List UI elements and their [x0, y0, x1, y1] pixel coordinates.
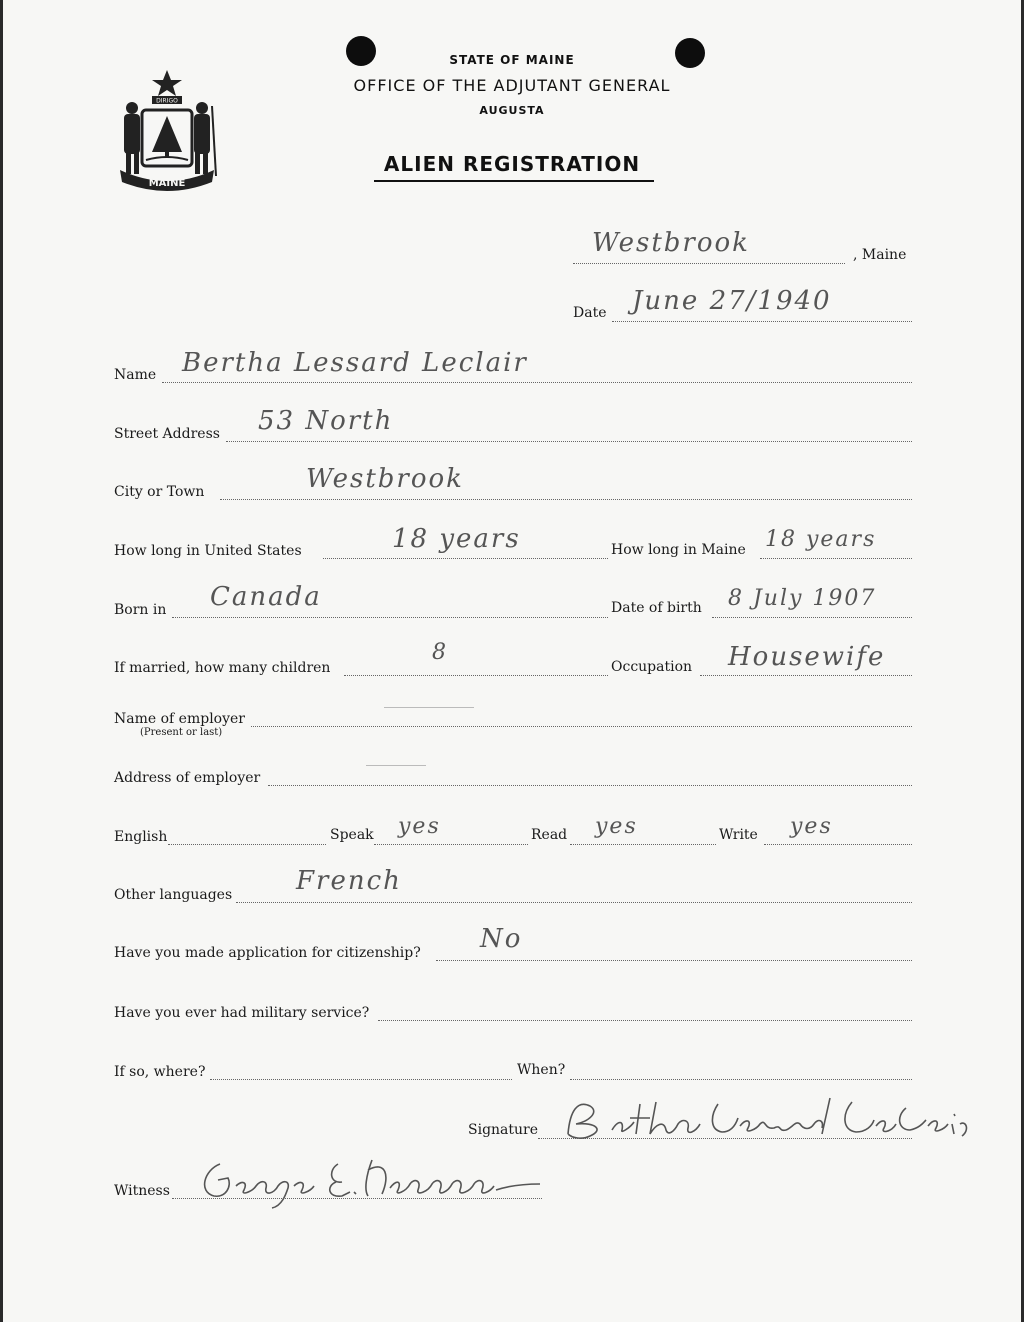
date-of-birth-value: 8 July 1907: [728, 586, 877, 611]
occupation-label: Occupation: [611, 659, 693, 675]
witness-label: Witness: [114, 1183, 170, 1199]
employer-name-label: Name of employer: [114, 711, 245, 727]
born-in-value: Canada: [210, 582, 322, 612]
read-label: Read: [531, 827, 568, 843]
speak-label: Speak: [330, 827, 374, 843]
city-value: Westbrook: [306, 464, 464, 494]
name-value: Bertha Lessard Leclair: [182, 348, 528, 378]
employer-name-dash: [384, 707, 474, 708]
signature-value: [560, 1090, 980, 1146]
born-in-label: Born in: [114, 602, 167, 618]
speak-line: [374, 844, 528, 845]
when-line: [570, 1079, 912, 1080]
write-line: [764, 844, 912, 845]
title-underline: [374, 180, 654, 182]
street-address-line: [226, 441, 912, 442]
english-label: English: [114, 829, 168, 845]
read-value: yes: [595, 814, 638, 839]
street-address-value: 53 North: [258, 406, 394, 436]
children-label: If married, how many children: [114, 660, 331, 676]
english-line: [168, 844, 326, 845]
employer-address-label: Address of employer: [114, 770, 261, 786]
speak-value: yes: [398, 814, 441, 839]
location-value: Westbrook: [592, 228, 750, 258]
citizenship-value: No: [480, 924, 523, 954]
date-label: Date: [573, 305, 607, 321]
write-label: Write: [719, 827, 758, 843]
header-state: STATE OF MAINE: [449, 53, 575, 67]
location-line: [573, 263, 845, 264]
citizenship-line: [436, 960, 912, 961]
signature-label: Signature: [468, 1122, 539, 1138]
header-office: OFFICE OF THE ADJUTANT GENERAL: [353, 76, 671, 95]
write-value: yes: [790, 814, 833, 839]
occupation-line: [700, 675, 912, 676]
read-line: [570, 844, 716, 845]
employer-address-line: [268, 785, 912, 786]
witness-value: [190, 1150, 550, 1210]
how-long-us-line: [323, 558, 608, 559]
how-long-maine-line: [760, 558, 912, 559]
street-address-label: Street Address: [114, 426, 220, 442]
date-line: [612, 321, 912, 322]
other-languages-label: Other languages: [114, 887, 233, 903]
form-title: ALIEN REGISTRATION: [383, 152, 641, 176]
how-long-maine-value: 18 years: [765, 527, 877, 552]
date-of-birth-label: Date of birth: [611, 600, 702, 616]
citizenship-label: Have you made application for citizenship?: [114, 945, 421, 961]
city-line: [220, 499, 912, 500]
employer-name-line: [251, 726, 912, 727]
svg-text:DIRIGO: DIRIGO: [156, 97, 178, 105]
occupation-value: Housewife: [728, 642, 886, 672]
where-line: [210, 1079, 512, 1080]
military-service-label: Have you ever had military service?: [114, 1005, 370, 1021]
name-label: Name: [114, 367, 157, 383]
how-long-us-label: How long in United States: [114, 543, 302, 559]
name-line: [162, 382, 912, 383]
date-of-birth-line: [712, 617, 912, 618]
children-line: [344, 675, 608, 676]
military-service-line: [378, 1020, 912, 1021]
when-label: When?: [517, 1062, 566, 1078]
employer-address-dash: [366, 765, 426, 766]
date-value: June 27/1940: [632, 286, 832, 316]
born-in-line: [172, 617, 608, 618]
how-long-us-value: 18 years: [392, 524, 521, 554]
other-languages-line: [236, 902, 912, 903]
svg-text:MAINE: MAINE: [148, 178, 186, 189]
location-state-label: , Maine: [853, 247, 907, 263]
scan-edge-left: [0, 0, 3, 1322]
city-label: City or Town: [114, 484, 205, 500]
how-long-maine-label: How long in Maine: [611, 542, 746, 558]
where-label: If so, where?: [114, 1064, 206, 1080]
children-value: 8: [432, 640, 448, 665]
other-languages-value: French: [296, 866, 402, 896]
employer-name-sublabel: (Present or last): [140, 727, 223, 738]
header-city: AUGUSTA: [479, 104, 545, 117]
